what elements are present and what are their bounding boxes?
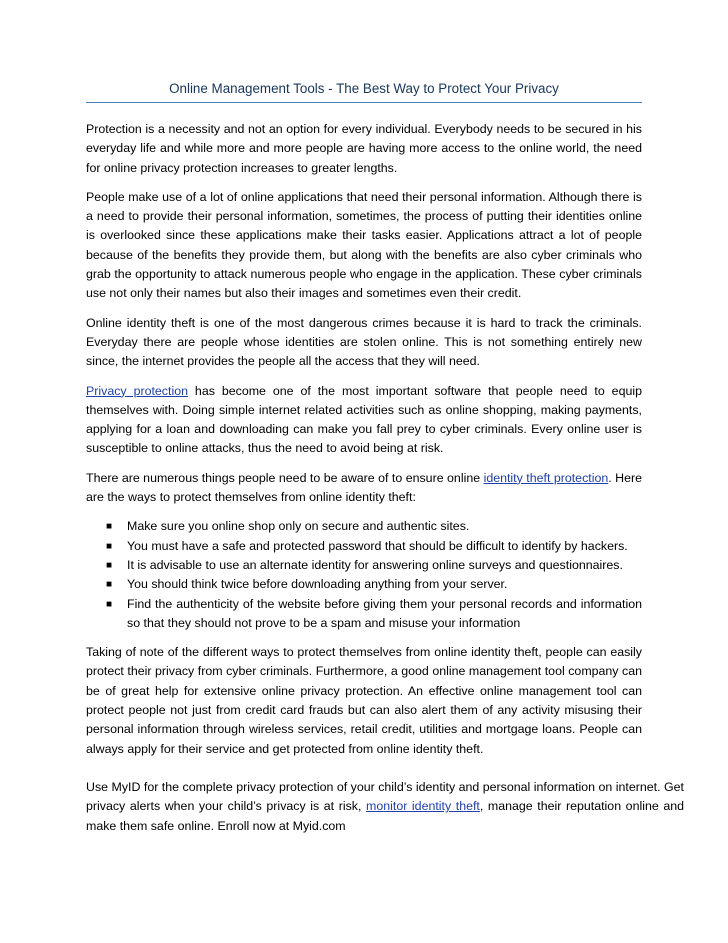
monitor-identity-theft-link[interactable]: monitor identity theft [366, 799, 480, 814]
paragraph-awareness [86, 469, 642, 508]
paragraph-myid-text-before: Use MyID for the complete privacy protection of your child’s identity and personal information on internet. Get privacy alerts when your child’s privacy is at risk, [86, 779, 684, 814]
paragraph-management-tools: Taking of note of the different ways to protect themselves from online identity theft, people can easily protect their privacy from cyber criminals. Furthermore, a good online management tool company can be of great help for extensive online privacy protection. An effective online management tool can protect people not just from credit card frauds but can also alert them of any activity misusing their personal information through wireless services, retail credit, utilities and mortgage loans. People can always apply for their service and get protected from online identity theft. [86, 645, 642, 756]
document-title: Online Management Tools - The Best Way to Protect Your Privacy [86, 80, 642, 103]
list-item [106, 575, 642, 594]
tips-list [86, 517, 642, 633]
paragraph-privacy-protection-text: has become one of the most important software that people need to equip themselves with. Doing simple internet related activities such as online shopping, making payments, applying for a loan and downloading can make you fall prey to cyber criminals. Every online user is susceptible to online attacks, thus the need to avoid being at risk. [86, 383, 642, 456]
list-item-text: Make sure you online shop only on secure and authentic sites. [127, 519, 470, 534]
bullet-icon: ■ [106, 559, 113, 571]
paragraph-identity-theft: Online identity theft is one of the most dangerous crimes because it is hard to track the criminals. Everyday there are people whose identities are stolen online. This is not something entirely new since, the internet provides the people all the access that they will need. [86, 315, 642, 369]
paragraph-awareness-text-before: There are numerous things people need to be aware of to ensure online [86, 470, 484, 485]
list-item-text: You should think twice before downloading anything from your server. [127, 577, 508, 592]
paragraph-applications: People make use of a lot of online applications that need their personal information. Although there is a need to provide their personal information, sometimes, the process of putting their identities online is overlooked since these applications make their tasks easier. Applications attract a lot of people because of the benefits they provide them, but along with the benefits are also cyber criminals who grab the opportunity to attack numerous people who engage in the application. These cyber criminals use not only their names but also their images and sometimes even their credit. [86, 189, 642, 301]
paragraph-awareness-text-after: . Here are the ways to protect themselves from online identity theft: [86, 470, 642, 505]
list-item [106, 595, 642, 634]
list-item-text: You must have a safe and protected password that should be difficult to identify by hackers. [127, 538, 628, 553]
list-item-text: It is advisable to use an alternate identity for answering online surveys and questionnaires. [127, 557, 623, 572]
list-item [106, 556, 642, 575]
bullet-icon: ■ [106, 540, 113, 552]
paragraph-protection: Protection is a necessity and not an option for every individual. Everybody needs to be secured in his everyday life and while more and more people are having more access to the online world, the need for online privacy protection increases to greater lengths. [86, 122, 642, 175]
privacy-protection-link[interactable]: Privacy protection [86, 383, 188, 398]
bullet-icon: ■ [106, 598, 113, 610]
paragraph-myid [86, 778, 684, 836]
list-item [106, 537, 642, 556]
identity-theft-protection-link[interactable]: identity theft protection [483, 470, 609, 485]
document-page [86, 80, 685, 846]
paragraph-privacy-protection [86, 382, 642, 459]
list-item-text: Find the authenticity of the website before giving them your personal records and information so that they should not prove to be a spam and misuse your information [127, 596, 642, 630]
bullet-icon: ■ [106, 521, 113, 533]
list-item [106, 517, 642, 536]
paragraph-myid-text-after: , manage their reputation online and make them safe online. Enroll now at Myid.com [86, 799, 685, 833]
bullet-icon: ■ [106, 579, 113, 591]
